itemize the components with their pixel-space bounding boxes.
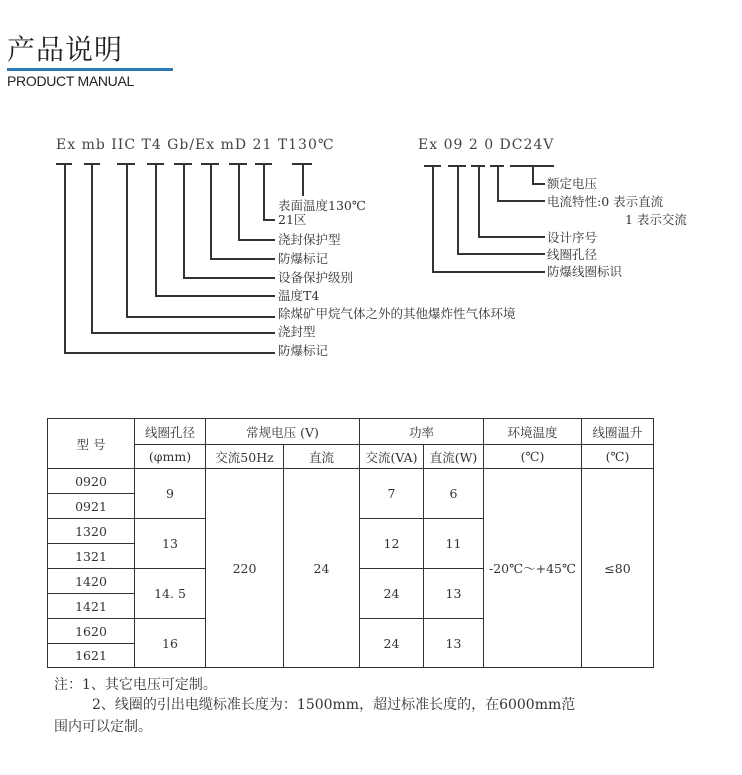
bore-cell: 16	[135, 619, 206, 668]
model-cell: 1420	[48, 569, 135, 594]
header-ambient: 环境温度	[484, 419, 582, 445]
label-current-type-ac: 1 表示交流	[625, 212, 687, 227]
note-line-3: 围内可以定制。	[54, 719, 152, 735]
model-cell: 1320	[48, 519, 135, 544]
power-dc-cell: 6	[424, 469, 484, 519]
header-bore-unit: (φmm)	[135, 445, 206, 469]
note-line-1: 注：1、其它电压可定制。	[54, 677, 217, 693]
label-temp-class: 温度T4	[278, 288, 320, 303]
header-power: 功率	[360, 419, 484, 445]
model-cell: 0920	[48, 469, 135, 494]
table-row	[48, 469, 654, 494]
header-voltage-dc: 直流	[284, 445, 360, 469]
power-ac-cell: 12	[360, 519, 424, 569]
label-coil-ex-id: 防爆线圈标识	[547, 264, 623, 279]
ambient-cell: -20℃～+45℃	[484, 469, 582, 668]
label-coil-bore: 线圈孔径	[547, 247, 598, 262]
label-ex-mark: 防爆标记	[278, 251, 329, 266]
header-power-dc: 直流(W)	[424, 445, 484, 469]
title-divider	[7, 68, 173, 71]
power-ac-cell: 24	[360, 569, 424, 619]
header-bore: 线圈孔径	[135, 419, 206, 445]
rise-cell: ≤80	[582, 469, 654, 668]
header-voltage: 常规电压 (V)	[206, 419, 360, 445]
header-ambient-unit: (℃)	[484, 445, 582, 469]
label-surface-temp: 表面温度130℃	[278, 198, 366, 213]
bore-cell: 9	[135, 469, 206, 519]
label-zone: 21区	[278, 212, 307, 227]
label-rated-voltage: 额定电压	[547, 176, 598, 191]
label-gas-group: 除煤矿甲烷气体之外的其他爆炸性气体环境	[278, 306, 516, 321]
power-ac-cell: 7	[360, 469, 424, 519]
voltage-ac-cell: 220	[206, 469, 284, 668]
power-dc-cell: 13	[424, 569, 484, 619]
power-dc-cell: 13	[424, 619, 484, 668]
coil-code: Ex 09 2 0 DC24V	[418, 137, 555, 153]
label-current-type: 电流特性:0 表示直流	[547, 194, 664, 209]
header-rise-unit: (℃)	[582, 445, 654, 469]
power-ac-cell: 24	[360, 619, 424, 668]
bore-cell: 14. 5	[135, 569, 206, 619]
label-encapsulation-protection: 浇封保护型	[278, 232, 341, 247]
header-rise: 线圈温升	[582, 419, 654, 445]
model-code: Ex mb IIC T4 Gb/Ex mD 21 T130℃	[56, 137, 335, 153]
header-model: 型 号	[48, 419, 135, 469]
label-ex-mark-2: 防爆标记	[278, 343, 329, 358]
model-cell: 0921	[48, 494, 135, 519]
model-cell: 1421	[48, 594, 135, 619]
note-line-2: 2、线圈的引出电缆标准长度为：1500mm，超过标准长度的，在6000mm范	[92, 697, 576, 713]
header-voltage-ac: 交流50Hz	[206, 445, 284, 469]
model-cell: 1321	[48, 544, 135, 569]
page-title: 产品说明	[7, 33, 124, 66]
spec-table	[47, 418, 654, 668]
label-encapsulation: 浇封型	[278, 324, 316, 339]
label-design-serial: 设计序号	[547, 230, 598, 245]
header-power-ac: 交流(VA)	[360, 445, 424, 469]
power-dc-cell: 11	[424, 519, 484, 569]
bore-cell: 13	[135, 519, 206, 569]
page-subtitle: PRODUCT MANUAL	[7, 73, 135, 89]
model-cell: 1621	[48, 644, 135, 668]
model-cell: 1620	[48, 619, 135, 644]
voltage-dc-cell: 24	[284, 469, 360, 668]
label-epl: 设备保护级别	[278, 270, 354, 285]
